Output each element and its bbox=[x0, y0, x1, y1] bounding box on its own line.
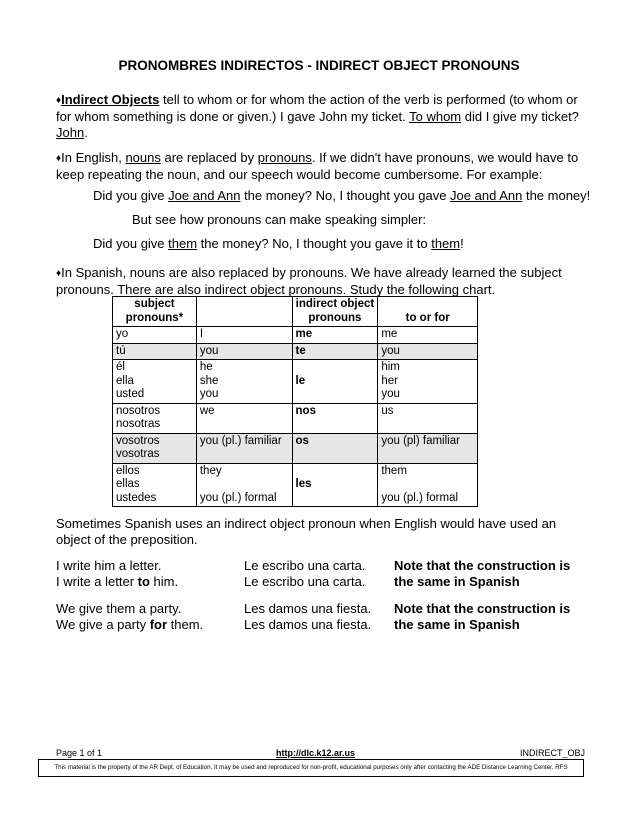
underlined-text: them bbox=[431, 236, 461, 251]
page-number: Page 1 of 1 bbox=[56, 748, 103, 758]
cell-indirect: nos bbox=[292, 403, 378, 433]
text: tell to whom or for whom the action of the verb is performed (to whom or for whom something is done or given.) I gave John my ticket. bbox=[56, 92, 578, 124]
bold-text: to bbox=[137, 574, 150, 589]
cell-line: you (pl.) formal bbox=[381, 491, 459, 504]
text: ! bbox=[460, 236, 464, 251]
table-row bbox=[113, 327, 478, 344]
cell-line: él bbox=[116, 361, 125, 373]
cell-line bbox=[381, 478, 474, 492]
cell-to-or-for: us bbox=[378, 403, 478, 433]
cell-english: you bbox=[196, 343, 292, 360]
example-line: Les damos una fiesta. bbox=[244, 617, 372, 632]
example-english bbox=[56, 601, 203, 633]
term-indirect-objects: Indirect Objects bbox=[61, 92, 160, 107]
underlined-text: Joe and Ann bbox=[168, 188, 241, 203]
underlined-text: pronouns bbox=[257, 150, 312, 165]
table-row bbox=[113, 343, 478, 360]
cell-indirect: me bbox=[292, 327, 378, 344]
cell-indirect: os bbox=[292, 433, 378, 463]
header-indirect-object-pronouns: indirect object pronouns bbox=[292, 297, 378, 327]
cell-subject: tú bbox=[113, 343, 197, 360]
cell-line: she bbox=[199, 374, 219, 387]
text: I write a letter bbox=[56, 574, 138, 589]
header-english bbox=[196, 297, 292, 327]
table-row bbox=[113, 403, 478, 433]
example-note bbox=[394, 558, 570, 590]
text: We give a party bbox=[56, 617, 150, 632]
cell-line: vosotros bbox=[116, 434, 160, 447]
note-line: the same in Spanish bbox=[394, 617, 520, 632]
paragraph-indirect-objects bbox=[56, 92, 586, 141]
text: In English, bbox=[61, 150, 126, 165]
cell-indirect: les bbox=[292, 463, 378, 507]
text: . bbox=[84, 125, 88, 140]
table-row bbox=[113, 433, 478, 463]
header-subject-pronouns: subject pronouns* bbox=[113, 297, 197, 327]
example-line bbox=[56, 617, 203, 633]
cell-line: they bbox=[199, 464, 222, 477]
example-line: Le escribo una carta. bbox=[244, 574, 366, 589]
text: are replaced by bbox=[160, 150, 258, 165]
table-row bbox=[113, 463, 478, 507]
underlined-text: To whom bbox=[409, 109, 462, 124]
cell-indirect: te bbox=[292, 343, 378, 360]
text: the money? No, I thought you gave it to bbox=[197, 236, 432, 251]
example-spanish bbox=[244, 558, 365, 590]
cell-line bbox=[200, 478, 289, 492]
cell-to-or-for bbox=[378, 360, 478, 404]
underlined-text: Joe and Ann bbox=[450, 188, 523, 203]
table-row bbox=[113, 360, 478, 404]
example-sentence-pronouns bbox=[93, 236, 464, 251]
pronoun-chart bbox=[112, 296, 478, 507]
example-line: We give them a party. bbox=[56, 601, 182, 616]
example-line: I write him a letter. bbox=[56, 558, 162, 573]
footer-url-link[interactable]: http://dlc.k12.ar.us bbox=[276, 748, 356, 758]
text: him. bbox=[149, 574, 179, 589]
example-sentence-nouns bbox=[93, 188, 590, 203]
example-transition: But see how pronouns can make speaking simpler: bbox=[132, 212, 427, 227]
example-english bbox=[56, 558, 178, 590]
diamond-bullet-icon: ♦ bbox=[56, 95, 62, 106]
cell-to-or-for: you (pl) familiar bbox=[378, 433, 478, 463]
note-line: the same in Spanish bbox=[394, 574, 520, 589]
underlined-text: them bbox=[168, 236, 198, 251]
cell-to-or-for bbox=[378, 463, 478, 507]
underlined-text: John bbox=[56, 125, 85, 140]
cell-line: him bbox=[381, 361, 400, 373]
cell-line: ellas bbox=[116, 478, 140, 490]
document-code: INDIRECT_OBJ bbox=[520, 748, 586, 758]
cell-english: we bbox=[196, 403, 292, 433]
bold-text: for bbox=[149, 617, 168, 632]
cell-line: her bbox=[381, 374, 398, 387]
header-to-or-for: to or for bbox=[378, 297, 478, 327]
cell-subject bbox=[113, 403, 197, 433]
cell-subject bbox=[113, 360, 197, 404]
cell-line: you bbox=[381, 388, 400, 400]
example-line: Le escribo una carta. bbox=[244, 558, 366, 573]
example-spanish bbox=[244, 601, 371, 633]
cell-subject bbox=[113, 463, 197, 507]
cell-line: ellos bbox=[116, 464, 140, 477]
note-line: Note that the construction is bbox=[394, 558, 571, 573]
text: them. bbox=[167, 617, 204, 632]
cell-english: I bbox=[196, 327, 292, 344]
cell-english bbox=[196, 463, 292, 507]
example-note bbox=[394, 601, 570, 633]
example-line: Les damos una fiesta. bbox=[244, 601, 372, 616]
example-line bbox=[56, 574, 178, 590]
cell-line: nosotras bbox=[116, 418, 161, 430]
text: In Spanish, nouns are also replaced by pronouns. We have already learned the subject pronouns. There are also indirect object pronouns. Study the following chart. bbox=[56, 265, 562, 297]
text: . If we didn't have pronouns, we would have to keep repeating the noun, and our speech would become cumbersome. For example: bbox=[56, 150, 579, 182]
cell-line: vosotras bbox=[116, 448, 160, 460]
cell-to-or-for: me bbox=[378, 327, 478, 344]
text: the money? No, I thought you gave bbox=[240, 188, 451, 203]
copyright-notice: This material is the property of the AR Dept. of Education. It may be used and reproduced for non-profit, educational purposes only after contacting the ADE Distance Learning Center. RFS bbox=[38, 759, 584, 777]
cell-line: you (pl.) formal bbox=[199, 491, 277, 504]
page-title: PRONOMBRES INDIRECTOS - INDIRECT OBJECT PRONOUNS bbox=[118, 58, 520, 73]
cell-english bbox=[196, 360, 292, 404]
cell-subject: yo bbox=[113, 327, 197, 344]
cell-indirect: le bbox=[292, 360, 378, 404]
cell-english: you (pl.) familiar bbox=[196, 433, 292, 463]
paragraph-english-pronouns bbox=[56, 150, 586, 183]
text: the money! bbox=[522, 188, 591, 203]
cell-line: he bbox=[199, 361, 213, 373]
chart-header-row bbox=[113, 297, 478, 327]
cell-line: them bbox=[381, 464, 407, 477]
diamond-bullet-icon: ♦ bbox=[56, 268, 62, 279]
paragraph-spanish-pronouns bbox=[56, 265, 586, 298]
cell-line: usted bbox=[116, 388, 145, 400]
cell-line: nosotros bbox=[116, 404, 161, 417]
diamond-bullet-icon: ♦ bbox=[56, 153, 62, 164]
cell-line: ella bbox=[116, 374, 134, 387]
text: did I give my ticket? bbox=[461, 109, 579, 124]
cell-line: ustedes bbox=[116, 491, 157, 504]
cell-to-or-for: you bbox=[378, 343, 478, 360]
text: Did you give bbox=[93, 188, 169, 203]
cell-subject bbox=[113, 433, 197, 463]
underlined-text: nouns bbox=[125, 150, 161, 165]
note-line: Note that the construction is bbox=[394, 601, 571, 616]
text: Did you give bbox=[93, 236, 169, 251]
paragraph-preposition: Sometimes Spanish uses an indirect object pronoun when English would have used an object of the preposition. bbox=[56, 516, 557, 547]
cell-line: you bbox=[199, 388, 219, 400]
